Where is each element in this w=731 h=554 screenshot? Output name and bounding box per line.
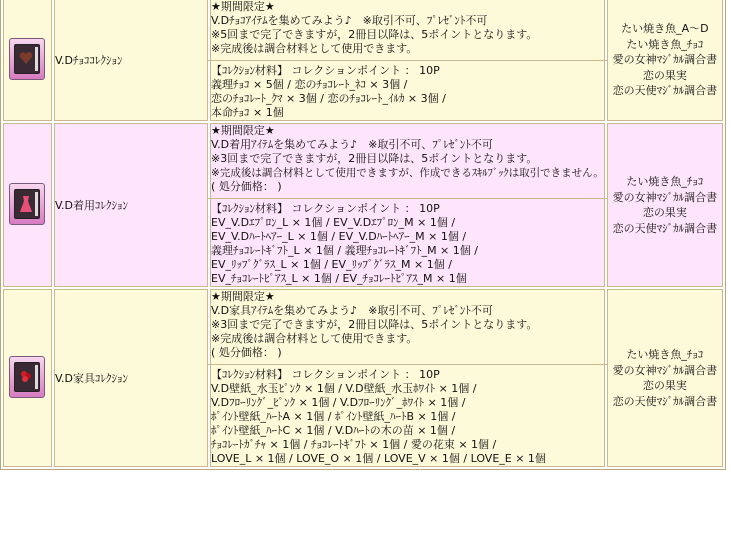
desc-line: ( 処分価格： ) xyxy=(211,180,282,193)
collection-name: V.D家具ｺﾚｸｼｮﾝ xyxy=(54,289,208,467)
desc-line: ※完成後は調合材料として使用できますが、作成できるｽｷﾙﾌﾞｯｸは取引できません。 xyxy=(211,167,604,179)
dress-collection-book-icon xyxy=(9,183,45,225)
divider xyxy=(207,364,608,365)
reward-item: たい焼き魚_ﾁｮｺ xyxy=(626,175,704,188)
reward-item: 愛の女神ﾏｼﾞｶﾙ調合書 xyxy=(612,53,718,67)
material-line: EV_ﾘｯﾌﾟｸﾞﾗｽ_L × 1個 / EV_ﾘｯﾌﾟｸﾞﾗｽ_M × 1個 / xyxy=(211,258,452,271)
desc-line: ※完成後は調合材料として使用できます。 xyxy=(211,332,418,345)
desc-line: V.D着用ｱｲﾃﾑを集めてみよう♪ ※取引不可、ﾌﾟﾚｾﾞﾝﾄ不可 xyxy=(211,138,493,151)
material-line: 恋のﾁｮｺﾚｰﾄ_ｸﾏ × 3個 / 恋のﾁｮｺﾚｰﾄ_ｲﾙｶ × 3個 / xyxy=(211,92,446,105)
material-line: 【ｺﾚｸｼｮﾝ材料】 コレクションポイント ： 10P xyxy=(211,202,440,215)
reward-item: たい焼き魚_A～D xyxy=(621,22,709,36)
material-line: LOVE_L × 1個 / LOVE_O × 1個 / LOVE_V × 1個 / LOVE_E × 1個 xyxy=(211,452,546,465)
divider xyxy=(207,60,608,61)
material-line: ﾁｮｺﾚｰﾄｶﾞﾁｬ × 1個 / ﾁｮｺﾚｰﾄｷﾞﾌﾄ × 1個 / 愛の花束 × 1個 / xyxy=(211,438,497,451)
desc-line: V.D家具ｱｲﾃﾑを集めてみよう♪ ※取引不可、ﾌﾟﾚｾﾞﾝﾄ不可 xyxy=(211,304,493,317)
desc-line: ※3回まで完了できますが，2冊目以降は、5ポイントとなります。 xyxy=(211,318,538,331)
desc-line: ※完成後は調合材料として使用できます。 xyxy=(211,42,418,55)
material-line: 義理ﾁｮｺ × 5個 / 恋のﾁｮｺﾚｰﾄ_ﾈｺ × 3個 / xyxy=(211,78,408,91)
desc-line: ( 処分価格： ) xyxy=(211,346,282,359)
reward-item: 恋の果実 xyxy=(642,379,687,392)
collection-description xyxy=(210,123,605,287)
reward-item: 恋の果実 xyxy=(642,206,687,219)
material-line: EV_V.Dﾊｰﾄﾍｱｰ_L × 1個 / EV_V.Dﾊｰﾄﾍｱｰ_M × 1個 / xyxy=(211,230,467,243)
material-line: 【ｺﾚｸｼｮﾝ材料】 コレクションポイント ： 10P xyxy=(211,368,440,381)
reward-item: 恋の天使ﾏｼﾞｶﾙ調合書 xyxy=(612,394,718,408)
reward-item: 恋の天使ﾏｼﾞｶﾙ調合書 xyxy=(612,221,718,235)
collection-description xyxy=(210,289,605,467)
reward-item: 愛の女神ﾏｼﾞｶﾙ調合書 xyxy=(612,190,718,204)
collection-row-chocolate xyxy=(3,0,723,121)
material-line: EV_V.Dｴﾌﾟﾛﾝ_L × 1個 / EV_V.Dｴﾌﾟﾛﾝ_M × 1個 / xyxy=(211,216,456,229)
furniture-collection-book-icon xyxy=(9,356,45,398)
desc-line: V.Dﾁｮｺｱｲﾃﾑを集めてみよう♪ ※取引不可、ﾌﾟﾚｾﾞﾝﾄ不可 xyxy=(211,14,488,27)
chocolate-collection-book-icon xyxy=(9,38,45,80)
collection-rewards xyxy=(607,0,723,121)
reward-item: 恋の果実 xyxy=(642,68,687,82)
desc-line: ★期間限定★ xyxy=(211,290,275,303)
reward-item: 恋の天使ﾏｼﾞｶﾙ調合書 xyxy=(612,84,718,98)
material-line: ﾎﾟｲﾝﾄ壁紙_ﾊｰﾄA × 1個 / ﾎﾟｲﾝﾄ壁紙_ﾊｰﾄB × 1個 / xyxy=(211,410,456,423)
collection-row-furniture xyxy=(3,289,723,467)
material-line: ﾎﾟｲﾝﾄ壁紙_ﾊｰﾄC × 1個 / V.Dﾊｰﾄの木の苗 × 1個 / xyxy=(211,424,456,437)
divider xyxy=(207,198,608,199)
desc-line: ★期間限定★ xyxy=(211,0,275,13)
material-line: 【ｺﾚｸｼｮﾝ材料】 コレクションポイント ： 10P xyxy=(211,64,440,77)
reward-item: たい焼き魚_ﾁｮｺ xyxy=(626,348,704,361)
collection-description xyxy=(210,0,605,121)
collection-row-wearable xyxy=(3,123,723,287)
material-line: V.Dﾌﾛｰﾘﾝｸﾞ_ﾋﾟﾝｸ × 1個 / V.Dﾌﾛｰﾘﾝｸﾞ_ﾎﾜｲﾄ × 1個 / xyxy=(211,396,466,409)
material-line: EV_ﾁｮｺﾚｰﾄﾋﾟｱｽ_L × 1個 / EV_ﾁｮｺﾚｰﾄﾋﾟｱｽ_M × 1個 xyxy=(211,272,467,285)
desc-line: ※5回まで完了できますが，2冊目以降は、5ポイントとなります。 xyxy=(211,28,538,41)
reward-item: 愛の女神ﾏｼﾞｶﾙ調合書 xyxy=(612,363,718,377)
collection-name: V.D着用ｺﾚｸｼｮﾝ xyxy=(54,123,208,287)
material-line: V.D壁紙_水玉ﾋﾟﾝｸ × 1個 / V.D壁紙_水玉ﾎﾜｲﾄ × 1個 / xyxy=(211,382,477,395)
collection-rewards xyxy=(607,123,723,287)
collection-rewards xyxy=(607,289,723,467)
material-line: 本命ﾁｮｺ × 1個 xyxy=(211,106,284,119)
reward-item: たい焼き魚_ﾁｮｺ xyxy=(626,37,704,51)
desc-line: ※3回まで完了できますが，2冊目以降は、5ポイントとなります。 xyxy=(211,152,538,165)
collection-name: V.Dﾁｮｺｺﾚｸｼｮﾝ xyxy=(54,0,208,121)
material-line: 義理ﾁｮｺﾚｰﾄｷﾞﾌﾄ_L × 1個 / 義理ﾁｮｺﾚｰﾄｷﾞﾌﾄ_M × 1個 / xyxy=(211,244,478,257)
desc-line: ★期間限定★ xyxy=(211,124,275,137)
